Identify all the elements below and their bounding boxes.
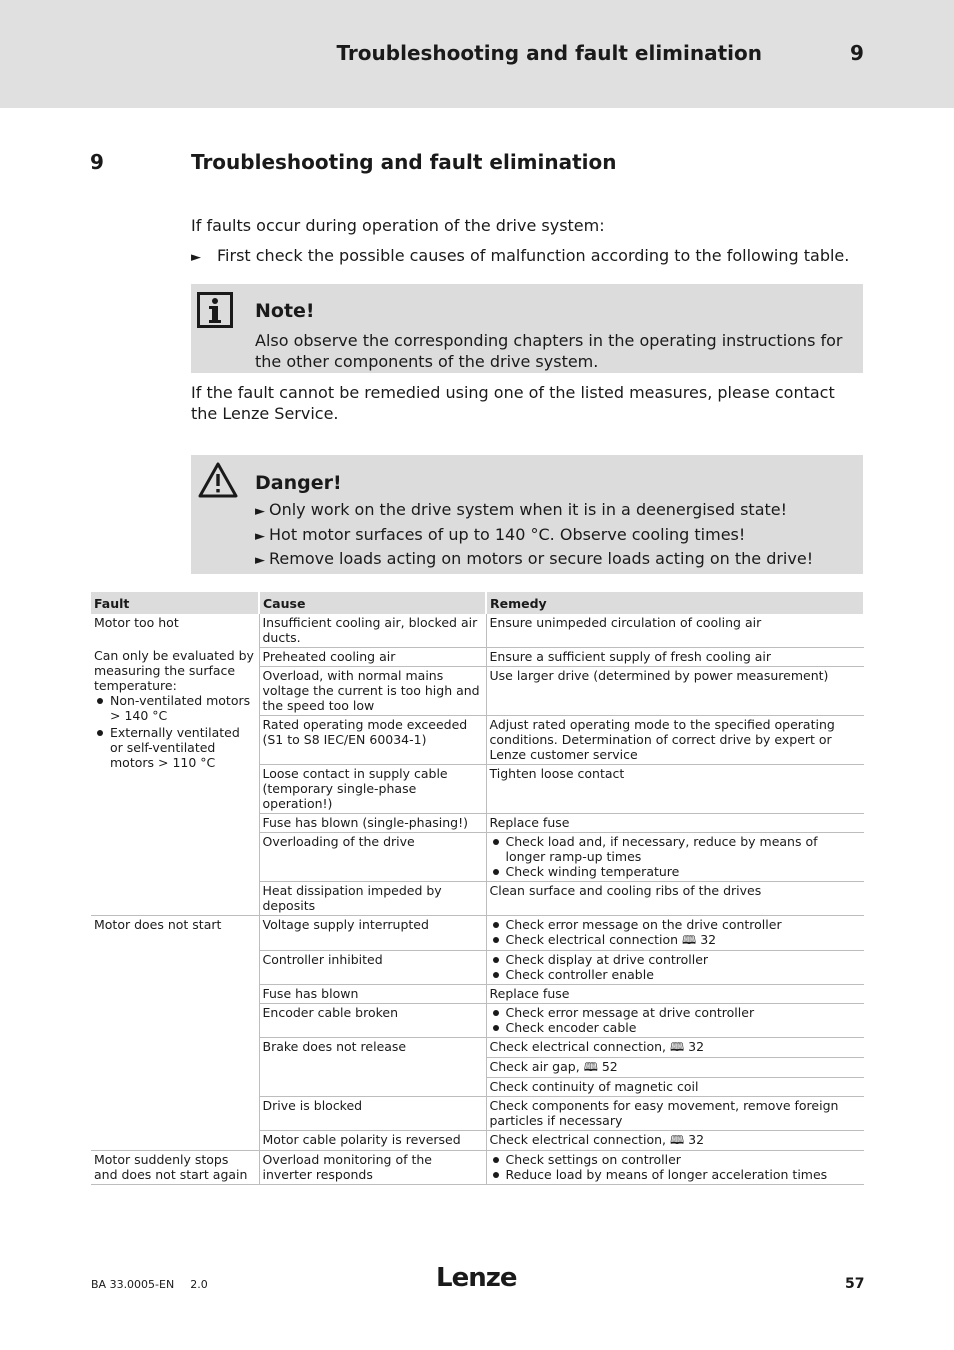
cause-cell: Drive is blocked [259, 1097, 486, 1131]
list-item: Check display at drive controller [490, 952, 862, 967]
fault-cell: Motor does not start [91, 916, 259, 1151]
fault-name: Motor too hot [94, 615, 179, 630]
remedy-cell: Adjust rated operating mode to the specified operating conditions. Determination of correct drive by expert or Lenze customer service [486, 716, 864, 765]
danger-item: ► Hot motor surfaces of up to 140 °C. Observe cooling times! [255, 524, 746, 544]
note-box [191, 284, 863, 373]
book-icon: 🕮 [682, 933, 697, 947]
info-icon [197, 292, 233, 332]
instruction-text: First check the possible causes of malfunction according to the following table. [217, 246, 850, 265]
danger-box [191, 455, 863, 574]
running-header-title: Troubleshooting and fault elimination [336, 41, 762, 65]
fault-note: Can only be evaluated by measuring the surface temperature: [94, 648, 254, 693]
list-item: Check load and, if necessary, reduce by means of longer ramp-up times [490, 834, 862, 864]
table-row [91, 614, 864, 648]
list-item: Check winding temperature [490, 864, 862, 879]
arrow-icon: ► [255, 504, 265, 519]
cause-cell: Encoder cable broken [259, 1004, 486, 1038]
list-item: Non-ventilated motors > 140 °C [94, 693, 256, 723]
fault-cell: Motor suddenly stops and does not start again [91, 1151, 259, 1185]
fault-bullets [94, 693, 256, 770]
list-item: Check error message on the drive controller [490, 917, 862, 932]
remedy-cell: Check electrical connection, 🕮 32 [486, 1038, 864, 1058]
warning-triangle-icon [197, 461, 239, 503]
list-item: Check electrical connection 🕮 32 [490, 932, 862, 948]
note-text: Also observe the corresponding chapters in the operating instructions for the other components of the drive system. [255, 331, 843, 371]
fault-cell [91, 614, 259, 916]
fault-table [91, 592, 865, 1185]
section-title: Troubleshooting and fault elimination [191, 150, 617, 174]
cause-cell: Fuse has blown (single-phasing!) [259, 814, 486, 833]
column-header-cause: Cause [259, 592, 486, 614]
danger-list [255, 498, 861, 572]
table-header-row [91, 592, 864, 614]
list-item: Check error message at drive controller [490, 1005, 862, 1020]
remedy-cell: Use larger drive (determined by power measurement) [486, 667, 864, 716]
remedy-cell [486, 1151, 864, 1185]
list-item: Externally ventilated or self-ventilated motors > 110 °C [94, 725, 256, 770]
remedy-cell [486, 916, 864, 951]
column-header-remedy: Remedy [486, 592, 864, 614]
book-icon: 🕮 [670, 1133, 685, 1147]
cause-cell: Insufficient cooling air, blocked air ducts. [259, 614, 486, 648]
remedy-cell [486, 1004, 864, 1038]
table-row [91, 916, 864, 951]
cause-cell: Preheated cooling air [259, 648, 486, 667]
cause-cell: Fuse has blown [259, 985, 486, 1004]
cause-cell: Loose contact in supply cable (temporary single-phase operation!) [259, 765, 486, 814]
cause-cell: Heat dissipation impeded by deposits [259, 882, 486, 916]
list-item: Check encoder cable [490, 1020, 862, 1035]
arrow-icon: ► [255, 528, 265, 544]
remedy-cell [486, 951, 864, 985]
section-number: 9 [90, 150, 104, 174]
instruction-line [191, 245, 849, 268]
remedy-cell: Check electrical connection, 🕮 32 [486, 1131, 864, 1151]
cause-cell: Controller inhibited [259, 951, 486, 985]
table-row [91, 1151, 864, 1185]
remedy-cell: Ensure a sufficient supply of fresh cooling air [486, 648, 864, 667]
remedy-cell: Ensure unimpeded circulation of cooling air [486, 614, 864, 648]
remedy-cell: Tighten loose contact [486, 765, 864, 814]
lenze-logo: Lenze [436, 1263, 517, 1293]
cause-cell: Overload monitoring of the inverter responds [259, 1151, 486, 1185]
column-header-fault: Fault [91, 592, 259, 614]
footer-document-id: BA 33.0005-EN 2.0 [91, 1278, 208, 1291]
cause-cell: Brake does not release [259, 1038, 486, 1097]
list-item: Check controller enable [490, 967, 862, 982]
danger-item: ► Only work on the drive system when it is in a deenergised state! [255, 500, 788, 519]
remedy-cell: Replace fuse [486, 985, 864, 1004]
cause-cell: Rated operating mode exceeded (S1 to S8 IEC/EN 60034-1) [259, 716, 486, 765]
arrow-icon: ► [191, 250, 201, 265]
remedy-cell: Check continuity of magnetic coil [486, 1078, 864, 1097]
running-header-chapter: 9 [850, 41, 864, 65]
remedy-cell: Check components for easy movement, remove foreign particles if necessary [486, 1097, 864, 1131]
cause-cell: Motor cable polarity is reversed [259, 1131, 486, 1151]
danger-item: ► Remove loads acting on motors or secure loads acting on the drive! [255, 549, 814, 568]
list-item: Check settings on controller [490, 1152, 862, 1167]
arrow-icon: ► [255, 553, 265, 568]
remedy-cell: Replace fuse [486, 814, 864, 833]
remedy-cell: Check air gap, 🕮 52 [486, 1058, 864, 1078]
remedy-cell [486, 833, 864, 882]
cause-cell: Overloading of the drive [259, 833, 486, 882]
page-number: 57 [845, 1276, 865, 1292]
contact-text: If the fault cannot be remedied using one of the listed measures, please contact the Lenze Service. [191, 383, 835, 423]
list-item: Reduce load by means of longer acceleration times [490, 1167, 862, 1182]
cause-cell: Overload, with normal mains voltage the current is too high and the speed too low [259, 667, 486, 716]
remedy-cell: Clean surface and cooling ribs of the drives [486, 882, 864, 916]
book-icon: 🕮 [670, 1040, 685, 1054]
note-title: Note! [255, 300, 315, 322]
intro-text: If faults occur during operation of the drive system: [191, 216, 605, 235]
book-icon: 🕮 [583, 1060, 598, 1074]
cause-cell: Voltage supply interrupted [259, 916, 486, 951]
danger-title: Danger! [255, 472, 342, 494]
